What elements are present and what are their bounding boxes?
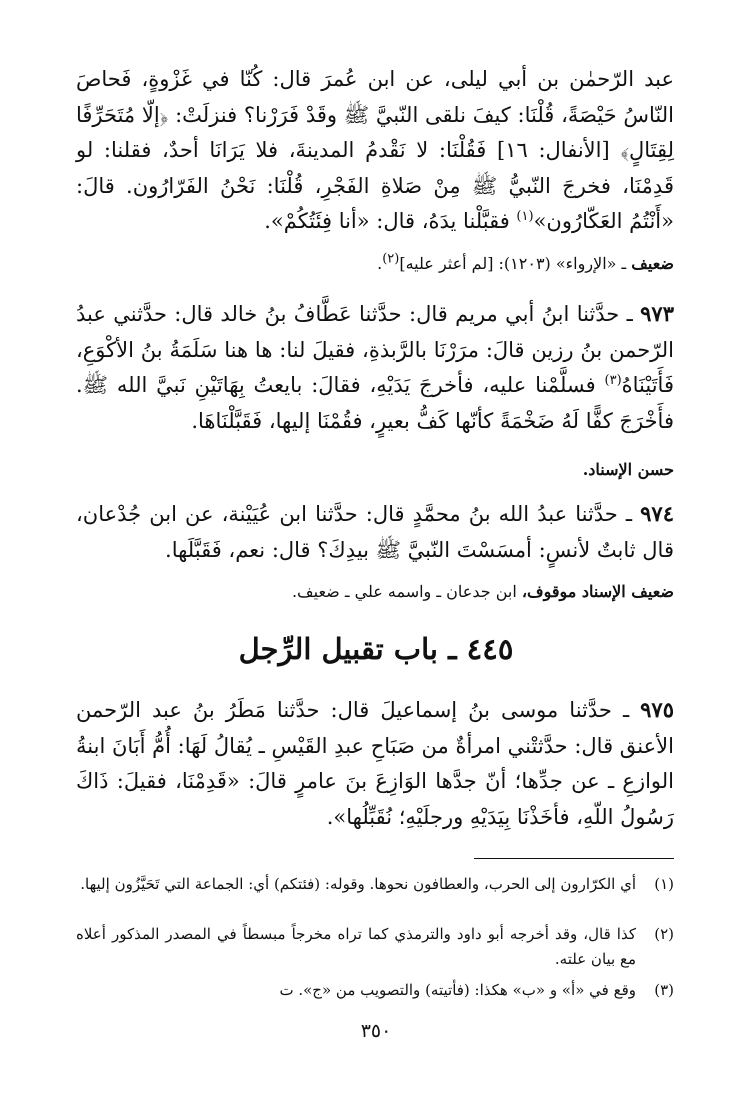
grade-973: حسن الإسناد. (582, 460, 674, 479)
hadith-974 (76, 496, 674, 568)
footnote-divider (474, 858, 674, 859)
hadith-number-973: ٩٧٣ (640, 301, 674, 326)
chapter-title: ٤٤٥ ـ باب تقبيل الرِّجل (238, 632, 514, 666)
hadith-973 (76, 296, 674, 439)
grade-974-note: ابن جدعان ـ واسمه علي ـ ضعيف. (291, 582, 522, 601)
footnote-marker-3: (٣) (604, 373, 622, 388)
footnote-marker-1: (١) (516, 209, 534, 224)
grade-972-end: . (377, 254, 383, 273)
grade-974-label: ضعيف الإسناد موقوف، (521, 582, 674, 601)
hadith-number-975: ٩٧٥ (640, 697, 674, 722)
footnote-1 (76, 872, 674, 897)
footnote-2-text: كذا قال، وقد أخرجه أبو داود والترمذي كما تراه مخرجاً مبسطاً في المصدر المذكور أعلاه مع بيان علته. (76, 925, 636, 968)
footnote-2-number: (٢) (654, 925, 674, 943)
hadith-975-text: ـ حدَّثنا موسى بنُ إسماعيلَ قال: حدَّثنا مَطَرُ بنُ عبد الرّحمن الأعنق قال: حدَّثتْني امرأةٌ من صَبَاحِ عبدِ القَيْسِ ـ يُقالُ لَهَا: أُمُّ أَبَانَ ابنةُ الوازعِ ـ عن جدِّها؛ أنّ جدَّها الوَازِعَ بنَ عامرٍ قالَ: «قَدِمْنَا، فقيلَ: ذَاكَ رَسُولُ اللّهِ، فأخَذْنَا بِيَدَيْهِ ورجلَيْهِ؛ نُقَبِّلُها». (76, 698, 674, 829)
hadith-973-text-b: فسلَّمْنا عليه، فأخرجَ يَدَيْهِ، فقالَ: بايعتُ بِهَاتَيْنِ نَبيَّ الله ﷺ. فأَخْرَجَ كفًّا لَهُ ضَخْمَةً كأنّها كَفُّ بعيرٍ، فقُمْنَا إليها، فَقَبَّلْنَاهَا. (76, 373, 674, 433)
hadith-973-text-a: ـ حدَّثنا ابنُ أبي مريم قال: حدَّثنا عَطَّافُ بنُ خالد قال: حدَّثني عبدُ الرّحمن بنُ رزين قالَ: مرَرْنَا بالرَّبذةِ، فقيلَ لنا: ها هنا سَلَمَةُ بنُ الأكْوَعِ، فَأَتَيْنَاهُ (76, 302, 674, 397)
hadith-number-974: ٩٧٤ (640, 501, 674, 526)
grade-972 (76, 252, 674, 276)
grade-974 (76, 580, 674, 604)
hadith-972-ending: فقبَّلْنا يدَهُ، قال: «أنا فِئَتُكُمْ». (264, 209, 517, 233)
hadith-974-text: ـ حدَّثنا عبدُ الله بنُ محمَّدٍ قال: حدَّثنا ابن عُيَيْنة، عن ابن جُدْعان، قال ثابتٌ لأنسٍ: أمسَسْتَ النّبيَّ ﷺ بيدِكَ؟ قال: نعم، فَقَبَّلَها. (76, 502, 674, 562)
hadith-972-continuation (76, 62, 674, 240)
footnote-marker-2: (٢) (382, 251, 400, 267)
footnote-3 (76, 978, 674, 1003)
grade-972-source: ـ «الإرواء» (١٢٠٣): [لم أعثر عليه] (399, 254, 632, 273)
page-number: ٣٥٠ (360, 1020, 392, 1042)
hadith-972-text: عبد الرّحمٰن بن أبي ليلى، عن ابن عُمرَ قال: كُنّا في غَزْوةٍ، فَحاصَ النّاسُ حَيْصَةً، قُلْنَا: كيفَ نلقى النّبيَّ ﷺ وقَدْ فَرَرْنا؟ فنزلَتْ: ﴿إلّا مُتَحَرِّفًا لِقِتَالٍ﴾ [الأنفال: ١٦] فَقُلْنَا: لا نَقْدمُ المدينةَ، فلا يَرَانَا أحدٌ، فقلنا: لو قَدِمْنَا، فخرجَ النّبيُّ ﷺ مِنْ صَلاةِ الفَجْرِ، قُلْنَا: نَحْنُ الفَرّارُون. قالَ: «أَنْتُمُ العَكّارُون» (76, 67, 674, 233)
hadith-975 (76, 692, 674, 835)
footnote-3-text: وقع في «أ» و «ب» هكذا: (فأتيته) والتصويب من «ج». ت (279, 981, 636, 999)
footnote-1-text: أي الكرّارون إلى الحرب، والعطافون نحوها. وقوله: (فئتكم) أي: الجماعة التي تَحَيَّزُون إليها. (80, 875, 636, 893)
footnote-2 (76, 922, 674, 972)
footnote-3-number: (٣) (654, 981, 674, 999)
grade-972-label: ضعيف (631, 254, 674, 273)
footnote-1-number: (١) (654, 875, 674, 893)
